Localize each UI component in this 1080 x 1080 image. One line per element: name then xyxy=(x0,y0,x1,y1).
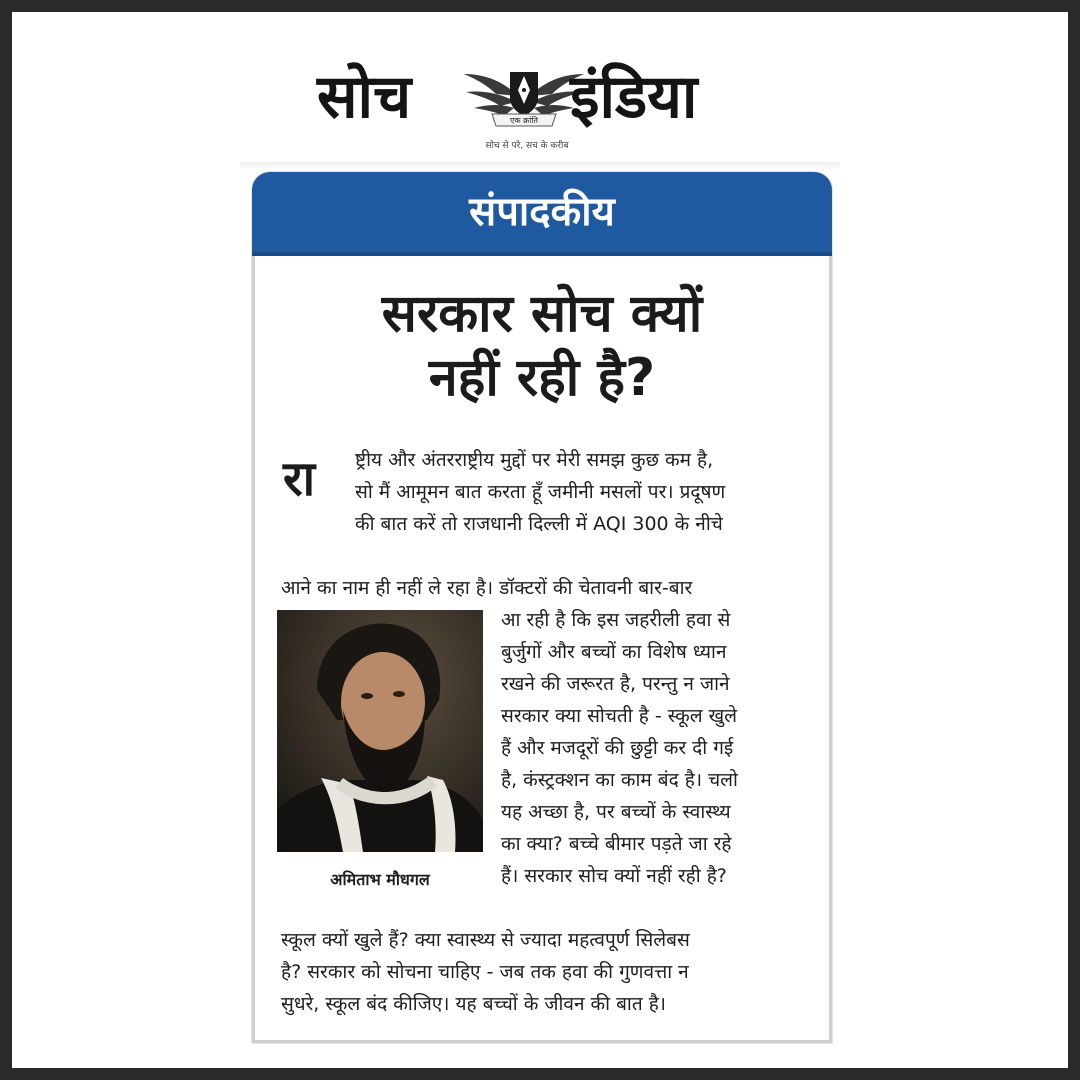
article-line: सुधरे, स्कूल बंद कीजिए। यह बच्चों के जीवन की बात है। xyxy=(281,993,667,1015)
tagline: सोच से परे, सच के करीब xyxy=(485,141,569,151)
drop-cap: रा xyxy=(283,451,316,507)
article-line: यह अच्छा है, पर बच्चों के स्वास्थ्य xyxy=(501,801,731,823)
article-line: सरकार क्या सोचती है - स्कूल खुले xyxy=(501,705,738,727)
headline-line-2: नहीं रही है? xyxy=(428,348,656,408)
article-line: ष्ट्रीय और अंतरराष्ट्रीय मुद्दों पर मेरी समझ कुछ कम है, xyxy=(355,449,714,471)
emblem-ribbon-text: एक क्रांति xyxy=(510,116,538,125)
section-label: संपादकीय xyxy=(252,172,832,256)
article-line: है? सरकार को सोचना चाहिए - जब तक हवा की गुणवत्ता न xyxy=(281,961,689,983)
article-line: है, कंस्ट्रक्शन का काम बंद है। चलो xyxy=(501,769,738,791)
author-photo xyxy=(277,610,483,852)
masthead-divider xyxy=(240,162,840,170)
article-lines-top xyxy=(355,444,725,540)
article-line: हैं और मजदूरों की छुट्टी कर दी गई xyxy=(501,737,734,759)
masthead xyxy=(12,52,1068,162)
article-line: बुर्जुगों और बच्चों का विशेष ध्यान xyxy=(501,641,727,663)
article-line: की बात करें तो राजधानी दिल्ली में AQI 300 के नीचे xyxy=(355,513,723,535)
article-line: स्कूल क्यों खुले हैं? क्या स्वास्थ्य से ज्यादा महत्वपूर्ण सिलेबस xyxy=(281,929,690,951)
article-lines-bottom xyxy=(281,924,690,1020)
article-line: आ रही है कि इस जहरीली हवा से xyxy=(501,609,731,631)
page xyxy=(12,12,1068,1068)
author-caption: अमिताभ मौधगल xyxy=(330,870,430,889)
headline-line-1: सरकार सोच क्यों xyxy=(381,284,703,344)
article-line: सो मैं आमूमन बात करता हूँ जमीनी मसलों पर। प्रदूषण xyxy=(355,481,726,503)
headline xyxy=(255,282,829,410)
brand-name-left: सोच xyxy=(317,62,412,132)
article-line: हैं। सरकार सोच क्यों नहीं रही है? xyxy=(501,865,727,887)
article-lines-right xyxy=(501,604,738,892)
article-line: का क्या? बच्चे बीमार पड़ते जा रहे xyxy=(501,833,732,855)
article-line: आने का नाम ही नहीं ले रहा है। डॉक्टरों की चेतावनी बार-बार xyxy=(281,577,693,599)
editorial-card xyxy=(252,172,832,1043)
article-line: रखने की जरूरत है, परन्तु न जाने xyxy=(501,673,730,695)
article-lines-full xyxy=(281,572,692,604)
brand-name-right: इंडिया xyxy=(570,62,698,132)
